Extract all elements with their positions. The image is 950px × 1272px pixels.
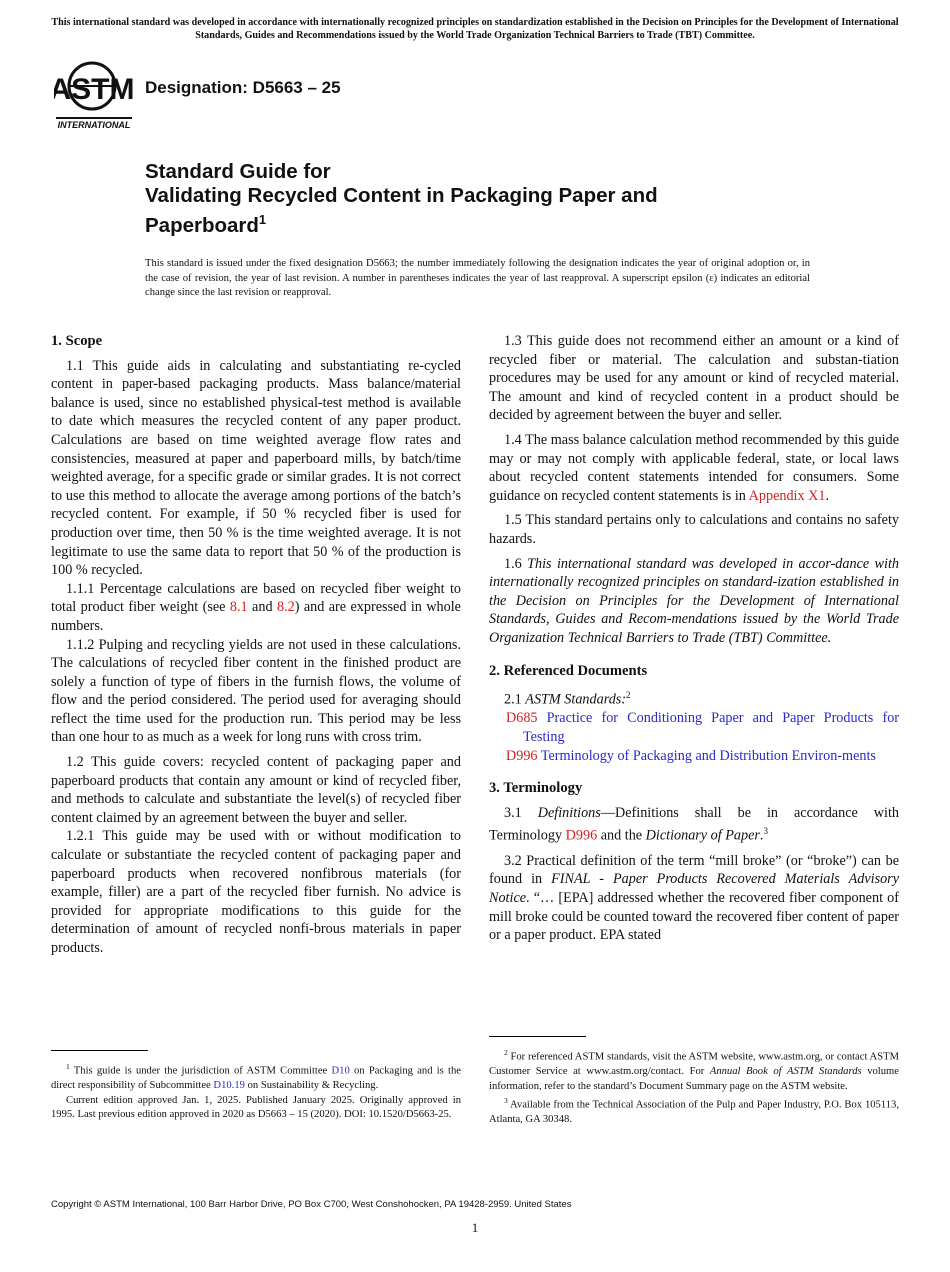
reference-d685[interactable]: [506, 709, 899, 746]
right-column: [489, 332, 899, 951]
logo-sub: INTERNATIONAL: [57, 120, 131, 130]
document-title: [145, 160, 845, 238]
tbt-notice: This international standard was developed in accordance with internationally recognized principles on standardization established in the Decision on Principles for the Development of International Standards, Guides and Recommendations issued by the World Trade Organization Technical Barriers to Trade (TBT) Committee.: [51, 17, 899, 41]
title-line-3: Paperboard$^1$: [145, 212, 267, 237]
astm-logo: [54, 58, 134, 130]
para-1-1-1: 1.1.1 Percentage calculations are based on recycled fiber weight to total product fiber weight (see 8.1 and 8.2) and are expressed in whole numbers.: [51, 580, 461, 634]
designation: Designation: D5663 – 25: [145, 78, 341, 97]
link-8-1[interactable]: 8.1: [229, 599, 248, 616]
para-1-2-1: 1.2.1 This guide may be used with or without modification to calculate or substantiate the recycled content of packaging paper and paperboard products when recovered nonfibrous materials (for example, filler) are a part of the recycled fiber furnish. No advice is provided for appropriate modifications to this guide for the determination of amount of recycled nonfi-brous materials in paper products.: [51, 828, 461, 956]
para-1-2: 1.2 This guide covers: recycled content of packaging paper and paperboard products that contain any amount or kind of recycled fiber, and methods to calculate and substantiate the level(s) of recycled fiber content claimed by an agreement between the buyer and seller.: [51, 754, 461, 826]
link-subcommittee-d10-19[interactable]: D10.19: [213, 1080, 245, 1092]
para-1-1: 1.1 This guide aids in calculating and substantiating re-cycled content in paper-based packaging products. Mass balance/material balance is used, since no established physical-test method is available to date which measures the recycled content of any paper product. Calculations are based on time weighted average flow rates and consistencies, measured at paper and paperboard mills, by batch/time weighted average, for a specific grade or similar grades. It is not correct to use this method to allocate the average among portions of the batch’s recycled content. For example, if 50 % recycled fiber is used for production over time, then 50 % is the time weighted average. It is not legitimate to use the same data to report that 50 % of the production is 100 % recycled.: [51, 357, 461, 579]
ref-d685-code[interactable]: D685: [506, 710, 538, 727]
para-1-1-2: 1.1.2 Pulping and recycling yields are not used in these calculations. The calculations of recycled fiber content in the finished product are solely a function of type of fibers in the furnish flows, the volume of flow and the period considered. The period used for averaging should reflect the time used for the production run. This period may be less than one hour to as much as a week for long runs with cross trim.: [51, 636, 461, 746]
ref-d996-title[interactable]: Terminology of Packaging and Distribution Environ-ments: [540, 747, 876, 764]
link-8-2[interactable]: 8.2: [276, 599, 295, 616]
para-1-5: 1.5 This standard pertains only to calculations and contains no safety hazards.: [489, 512, 899, 547]
title-line-2: Validating Recycled Content in Packaging Paper and: [145, 184, 658, 207]
para-1-3: 1.3 This guide does not recommend either an amount or a kind of recycled fiber or material. The calculation and substan-tiation procedures may be used for any amount or kind of recycled material. The amount and kind of recycled content in a product should be decided by agreement between the buyer and seller.: [489, 333, 899, 424]
referenced-documents-heading: 2. Referenced Documents: [489, 662, 648, 679]
ref-d996-code[interactable]: D996: [506, 747, 538, 764]
footnote-rule-left: [51, 1050, 148, 1051]
ref-d685-title[interactable]: Practice for Conditioning Paper and Paper Products for Testing: [523, 710, 900, 746]
terminology-heading: 3. Terminology: [489, 780, 583, 797]
footnote-3: $^3$ Available from the Technical Association of the Pulp and Paper Industry, P.O. Box 105113, Atlanta, GA 30348.: [489, 1096, 899, 1126]
link-d996[interactable]: D996: [565, 828, 598, 845]
footnotes-left: [51, 1060, 461, 1123]
footnote-2: $^2$ For referenced ASTM standards, visit the ASTM website, www.astm.org, or contact ASTM Customer Service at www.astm.org/contact. For Annual Book of ASTM Standards volume information, refer to the standard’s Document Summary page on the ASTM website.: [489, 1048, 899, 1092]
para-3-2: 3.2 Practical definition of the term “mill broke” (or “broke”) can be found in FINAL - Paper Products Recovered Materials Advisory Notice. “… [EPA] addressed whether the recovered fiber component of mill broke could be counted toward the recovered fiber content of paper or a paper product. EPA stated: [489, 852, 899, 944]
left-column: [51, 332, 461, 964]
reference-d996[interactable]: [506, 747, 899, 766]
para-2-1: 2.1 ASTM Standards:$^2$: [504, 690, 631, 708]
footnote-rule-right: [489, 1036, 586, 1037]
link-committee-d10[interactable]: D10: [331, 1065, 350, 1077]
title-footnote-mark: 1: [258, 212, 267, 227]
title-line-1: Standard Guide for: [145, 160, 331, 183]
footnotes-right: [489, 1046, 899, 1128]
logo-text: ASTM: [54, 73, 134, 106]
link-appendix-x1[interactable]: Appendix X1: [748, 487, 826, 504]
issue-note: This standard is issued under the fixed designation D5663; the number immediately following the designation indicates the year of original adoption or, in the case of revision, the year of last revision. A number in parentheses indicates the year of last reapproval. A superscript epsilon (ε) indicates an editorial change since the last revision or reapproval.: [145, 258, 810, 298]
page-number: 1: [471, 1220, 479, 1235]
footnote-1-edition: Current edition approved Jan. 1, 2025. Published January 2025. Originally approved in 1995. Last previous edition approved in 2020 as D5663 – 15 (2020). DOI: 10.1520/D5663-25.: [51, 1094, 461, 1121]
astm-logo-icon: [54, 58, 134, 130]
para-1-4: 1.4 The mass balance calculation method recommended by this guide may or may not comply with applicable federal, state, or local laws about recycled content statements intended for consumers. Some guidance on recycled content statements is in Appendix X1.: [489, 431, 899, 504]
para-1-6: 1.6 This international standard was developed in accor-dance with internationally recognized principles on standard-ization established in the Decision on Principles for the Development of International Standards, Guides and Recom-mendations issued by the World Trade Organization Technical Barriers to Trade (TBT) Committee.: [489, 555, 899, 646]
scope-heading: 1. Scope: [51, 333, 103, 349]
copyright: Copyright © ASTM International, 100 Barr Harbor Drive, PO Box C700, West Conshohocken, PA 19428-2959. United States: [51, 1199, 572, 1210]
para-3-1: 3.1 Definitions—Definitions shall be in accordance with Terminology D996 and the Dictionary of Paper.$^3$: [489, 804, 900, 845]
footnote-1: $^1$ This guide is under the jurisdiction of ASTM Committee D10 on Packaging and is the direct responsibility of Subcommittee D10.19 on Sustainability & Recycling.: [51, 1062, 461, 1092]
